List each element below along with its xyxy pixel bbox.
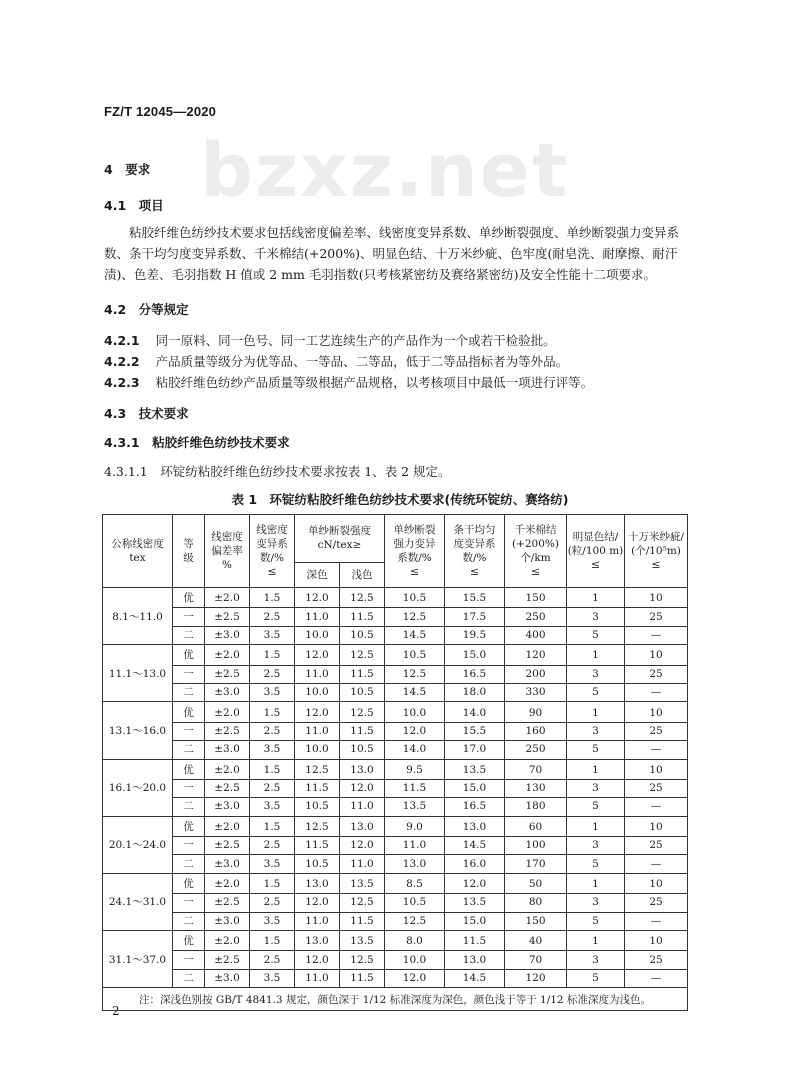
cell-density-deviation: ±3.0 [205,855,250,873]
cell-density-cv: 1.5 [250,588,295,608]
cell-neps: 200 [505,665,567,683]
cell-neps: 150 [505,912,567,930]
cell-color-neps: 3 [567,837,625,855]
cell-evenness-cv: 11.5 [445,931,505,951]
cell-neps: 40 [505,931,567,951]
cell-density-deviation: ±2.0 [205,702,250,722]
cell-color-neps: 3 [567,894,625,912]
cell-color-neps: 1 [567,816,625,836]
cell-yarn-faults: 25 [625,894,688,912]
cell-evenness-cv: 14.0 [445,702,505,722]
cell-density-deviation: ±3.0 [205,683,250,701]
clause-4-3-1-1: 4.3.1.1 环锭纺粘胶纤维色纺纱技术要求按表 1、表 2 规定。 [104,464,451,479]
cell-tenacity-light: 12.5 [340,588,385,608]
cell-color-neps: 3 [567,722,625,740]
cell-density-cv: 3.5 [250,626,295,644]
header-yarn-faults: 十万米纱疵/ (个/10⁵m) ≤ [625,515,688,588]
header-density-cv: 线密度 变异系 数/% ≤ [250,515,295,588]
section-heading-4: 4 要求 [104,162,151,177]
table-row [103,837,688,855]
cell-tenacity-dark: 11.5 [295,779,340,797]
cell-evenness-cv: 17.0 [445,741,505,759]
cell-evenness-cv: 13.5 [445,894,505,912]
clause-number: 4.2.2 [104,354,140,369]
cell-tenacity-dark: 13.0 [295,873,340,893]
table-row [103,759,688,779]
cell-grade: 一 [173,779,205,797]
cell-yarn-faults: 25 [625,608,688,626]
cell-nominal-density: 24.1～31.0 [103,873,173,930]
cell-evenness-cv: 16.5 [445,665,505,683]
cell-yarn-faults: 10 [625,873,688,893]
cell-strength-cv: 14.5 [385,626,445,644]
cell-strength-cv: 14.0 [385,741,445,759]
cell-density-cv: 3.5 [250,969,295,987]
cell-yarn-faults: — [625,855,688,873]
page-number: 2 [112,1004,120,1018]
cell-neps: 100 [505,837,567,855]
cell-neps: 60 [505,816,567,836]
cell-strength-cv: 9.5 [385,759,445,779]
cell-tenacity-light: 11.5 [340,722,385,740]
cell-grade: 二 [173,741,205,759]
table-caption: 表 1 环锭纺粘胶纤维色纺纱技术要求(传统环锭纺、赛络纺) [231,492,569,507]
header-strength-cv: 单纱断裂 强力变异 系数/% ≤ [385,515,445,588]
cell-density-deviation: ±3.0 [205,741,250,759]
cell-tenacity-dark: 11.0 [295,912,340,930]
section-4-1-paragraph: 粘胶纤维色纺纱技术要求包括线密度偏差率、线密度变异系数、单纱断裂强度、单纱断裂强力变异系数、条干均匀度变异系数、千米棉结(+200%)、明显色结、十万米纱疵、色牢度(耐皂洗、耐摩擦、耐汗渍)、色差、毛羽指数 H 值或 2 mm 毛羽指数(只考核紧密纺及赛络紧密纺)及安全性能十二项要求。 [104,225,680,282]
cell-tenacity-dark: 10.0 [295,626,340,644]
cell-color-neps: 3 [567,608,625,626]
cell-density-deviation: ±2.5 [205,951,250,969]
cell-yarn-faults: 25 [625,665,688,683]
cell-grade: 二 [173,626,205,644]
header-grade: 等 级 [173,515,205,588]
cell-nominal-density: 16.1～20.0 [103,759,173,816]
cell-grade: 二 [173,683,205,701]
cell-evenness-cv: 17.5 [445,608,505,626]
cell-density-cv: 1.5 [250,931,295,951]
table-row [103,665,688,683]
table-row [103,779,688,797]
cell-density-deviation: ±2.0 [205,931,250,951]
cell-nominal-density: 13.1～16.0 [103,702,173,759]
cell-grade: 优 [173,645,205,665]
section-heading-4-1: 4.1 项目 [104,198,164,213]
cell-density-deviation: ±2.0 [205,759,250,779]
cell-density-deviation: ±2.5 [205,837,250,855]
clause-4-2-3 [104,373,593,391]
cell-tenacity-dark: 10.5 [295,855,340,873]
clause-number: 4.2.1 [104,333,140,348]
table-row [103,798,688,816]
cell-grade: 一 [173,665,205,683]
cell-yarn-faults: — [625,912,688,930]
cell-neps: 250 [505,608,567,626]
cell-nominal-density: 8.1～11.0 [103,588,173,645]
cell-strength-cv: 10.0 [385,702,445,722]
table-row [103,588,688,608]
cell-tenacity-light: 13.0 [340,759,385,779]
cell-color-neps: 3 [567,951,625,969]
cell-density-deviation: ±2.5 [205,665,250,683]
cell-neps: 50 [505,873,567,893]
header-evenness-cv: 条干均匀 度变异系 数/% ≤ [445,515,505,588]
header-light-color: 浅色 [340,562,385,587]
cell-tenacity-dark: 11.0 [295,608,340,626]
cell-strength-cv: 10.5 [385,645,445,665]
cell-tenacity-dark: 11.0 [295,969,340,987]
table-row [103,969,688,987]
cell-density-deviation: ±2.5 [205,722,250,740]
cell-strength-cv: 12.5 [385,912,445,930]
cell-density-cv: 1.5 [250,759,295,779]
cell-strength-cv: 12.0 [385,722,445,740]
cell-density-cv: 2.5 [250,608,295,626]
cell-tenacity-light: 11.5 [340,969,385,987]
cell-density-cv: 1.5 [250,702,295,722]
cell-tenacity-dark: 10.0 [295,741,340,759]
cell-strength-cv: 10.0 [385,951,445,969]
cell-tenacity-light: 12.5 [340,645,385,665]
cell-evenness-cv: 12.0 [445,873,505,893]
cell-yarn-faults: 25 [625,837,688,855]
cell-tenacity-dark: 11.0 [295,722,340,740]
cell-tenacity-dark: 12.0 [295,588,340,608]
cell-tenacity-dark: 11.5 [295,837,340,855]
cell-strength-cv: 10.5 [385,894,445,912]
cell-yarn-faults: 25 [625,951,688,969]
cell-yarn-faults: — [625,683,688,701]
table-row [103,608,688,626]
cell-density-cv: 3.5 [250,912,295,930]
table-row [103,722,688,740]
cell-density-deviation: ±3.0 [205,798,250,816]
cell-density-deviation: ±2.0 [205,816,250,836]
cell-density-cv: 2.5 [250,722,295,740]
cell-strength-cv: 8.0 [385,931,445,951]
table-row [103,912,688,930]
clause-number: 4.2.3 [104,375,140,390]
cell-evenness-cv: 14.5 [445,837,505,855]
cell-density-deviation: ±2.0 [205,873,250,893]
cell-tenacity-light: 12.5 [340,702,385,722]
cell-density-cv: 2.5 [250,779,295,797]
cell-grade: 优 [173,816,205,836]
cell-yarn-faults: 10 [625,931,688,951]
cell-color-neps: 5 [567,912,625,930]
cell-tenacity-light: 12.5 [340,894,385,912]
cell-color-neps: 5 [567,741,625,759]
cell-neps: 120 [505,969,567,987]
cell-density-cv: 1.5 [250,873,295,893]
clause-4-2-2 [104,352,568,370]
cell-tenacity-dark: 10.5 [295,798,340,816]
cell-color-neps: 1 [567,759,625,779]
standard-code: FZ/T 12045—2020 [104,104,217,119]
cell-color-neps: 3 [567,779,625,797]
header-density-deviation: 线密度 偏差率 % [205,515,250,588]
cell-tenacity-light: 11.5 [340,608,385,626]
cell-density-deviation: ±2.0 [205,645,250,665]
cell-evenness-cv: 16.5 [445,798,505,816]
cell-evenness-cv: 15.0 [445,779,505,797]
cell-evenness-cv: 13.5 [445,759,505,779]
cell-tenacity-light: 13.0 [340,816,385,836]
cell-evenness-cv: 15.0 [445,912,505,930]
cell-neps: 150 [505,588,567,608]
table-row [103,951,688,969]
cell-strength-cv: 9.0 [385,816,445,836]
cell-tenacity-dark: 13.0 [295,931,340,951]
cell-evenness-cv: 13.0 [445,951,505,969]
header-color-neps: 明显色结/ (粒/100 m) ≤ [567,515,625,588]
cell-neps: 400 [505,626,567,644]
cell-color-neps: 5 [567,969,625,987]
cell-evenness-cv: 18.0 [445,683,505,701]
cell-density-cv: 3.5 [250,855,295,873]
cell-color-neps: 5 [567,626,625,644]
cell-evenness-cv: 16.0 [445,855,505,873]
cell-yarn-faults: — [625,741,688,759]
cell-color-neps: 5 [567,798,625,816]
cell-yarn-faults: 25 [625,779,688,797]
cell-tenacity-dark: 12.0 [295,951,340,969]
cell-strength-cv: 8.5 [385,873,445,893]
cell-evenness-cv: 19.5 [445,626,505,644]
cell-tenacity-light: 11.0 [340,855,385,873]
cell-grade: 一 [173,837,205,855]
cell-grade: 优 [173,873,205,893]
cell-yarn-faults: 25 [625,722,688,740]
section-heading-4-3: 4.3 技术要求 [104,406,189,421]
header-breaking-tenacity: 单纱断裂强度 cN/tex≥ [295,515,385,563]
cell-grade: 二 [173,798,205,816]
header-dark-color: 深色 [295,562,340,587]
cell-evenness-cv: 15.5 [445,588,505,608]
cell-grade: 二 [173,855,205,873]
cell-color-neps: 1 [567,931,625,951]
header-neps: 千米棉结 (+200%) 个/km ≤ [505,515,567,588]
cell-strength-cv: 14.5 [385,683,445,701]
table-row [103,741,688,759]
cell-grade: 一 [173,608,205,626]
table-row [103,931,688,951]
cell-neps: 180 [505,798,567,816]
cell-neps: 170 [505,855,567,873]
cell-tenacity-dark: 12.5 [295,816,340,836]
cell-strength-cv: 12.5 [385,665,445,683]
cell-grade: 优 [173,588,205,608]
cell-strength-cv: 13.5 [385,798,445,816]
section-heading-4-2: 4.2 分等规定 [104,302,189,317]
cell-density-cv: 1.5 [250,645,295,665]
cell-density-cv: 3.5 [250,683,295,701]
cell-grade: 一 [173,894,205,912]
section-heading-4-3-1: 4.3.1 粘胶纤维色纺纱技术要求 [104,435,290,450]
cell-density-cv: 1.5 [250,816,295,836]
cell-tenacity-light: 13.5 [340,873,385,893]
cell-nominal-density: 11.1～13.0 [103,645,173,702]
cell-density-deviation: ±3.0 [205,626,250,644]
table-row [103,855,688,873]
cell-neps: 250 [505,741,567,759]
cell-color-neps: 1 [567,645,625,665]
cell-grade: 优 [173,702,205,722]
cell-color-neps: 1 [567,588,625,608]
cell-evenness-cv: 13.0 [445,816,505,836]
cell-neps: 80 [505,894,567,912]
cell-strength-cv: 11.5 [385,779,445,797]
cell-nominal-density: 20.1～24.0 [103,816,173,873]
cell-tenacity-dark: 10.0 [295,683,340,701]
cell-neps: 160 [505,722,567,740]
header-nominal-density: 公称线密度 tex [103,515,173,588]
cell-tenacity-dark: 12.0 [295,894,340,912]
cell-tenacity-dark: 12.0 [295,645,340,665]
cell-strength-cv: 10.5 [385,588,445,608]
cell-density-deviation: ±3.0 [205,912,250,930]
cell-density-cv: 3.5 [250,798,295,816]
clause-text: 同一原料、同一色号、同一工艺连续生产的产品作为一个或若干检验批。 [155,333,556,348]
cell-density-cv: 3.5 [250,741,295,759]
cell-color-neps: 1 [567,873,625,893]
cell-density-deviation: ±2.5 [205,779,250,797]
cell-tenacity-light: 10.5 [340,683,385,701]
table-row [103,816,688,836]
cell-grade: 二 [173,969,205,987]
cell-density-cv: 2.5 [250,837,295,855]
cell-density-deviation: ±2.5 [205,894,250,912]
table-row [103,873,688,893]
cell-yarn-faults: 10 [625,759,688,779]
cell-neps: 70 [505,951,567,969]
cell-tenacity-light: 11.0 [340,798,385,816]
cell-color-neps: 5 [567,683,625,701]
table-body [103,588,688,988]
cell-strength-cv: 12.0 [385,969,445,987]
cell-yarn-faults: 10 [625,816,688,836]
cell-yarn-faults: 10 [625,588,688,608]
cell-neps: 330 [505,683,567,701]
watermark: bzxz.net [200,128,570,214]
table-note: 注：深浅色别按 GB/T 4841.3 规定，颜色深于 1/12 标准深度为深色，颜色浅于等于 1/12 标准深度为浅色。 [103,988,688,1011]
cell-density-cv: 2.5 [250,894,295,912]
cell-strength-cv: 13.0 [385,855,445,873]
cell-density-cv: 2.5 [250,951,295,969]
cell-evenness-cv: 15.5 [445,722,505,740]
cell-yarn-faults: 10 [625,702,688,722]
cell-color-neps: 3 [567,665,625,683]
cell-yarn-faults: — [625,626,688,644]
table-row [103,683,688,701]
cell-color-neps: 1 [567,702,625,722]
cell-tenacity-light: 11.5 [340,912,385,930]
cell-grade: 二 [173,912,205,930]
cell-grade: 一 [173,722,205,740]
cell-density-deviation: ±3.0 [205,969,250,987]
cell-tenacity-dark: 12.5 [295,759,340,779]
cell-tenacity-light: 13.5 [340,931,385,951]
cell-strength-cv: 11.0 [385,837,445,855]
cell-tenacity-light: 12.0 [340,837,385,855]
clause-text: 产品质量等级分为优等品、一等品、二等品，低于二等品指标者为等外品。 [155,354,569,369]
cell-evenness-cv: 15.0 [445,645,505,665]
clause-text: 粘胶纤维色纺纱产品质量等级根据产品规格，以考核项目中最低一项进行评等。 [155,375,594,390]
table-row [103,645,688,665]
cell-tenacity-light: 10.5 [340,626,385,644]
cell-color-neps: 5 [567,855,625,873]
table-row [103,626,688,644]
cell-grade: 优 [173,759,205,779]
cell-tenacity-light: 12.5 [340,951,385,969]
cell-neps: 90 [505,702,567,722]
cell-tenacity-light: 12.0 [340,779,385,797]
cell-tenacity-dark: 11.0 [295,665,340,683]
cell-nominal-density: 31.1～37.0 [103,931,173,988]
cell-density-deviation: ±2.0 [205,588,250,608]
cell-neps: 70 [505,759,567,779]
cell-yarn-faults: — [625,969,688,987]
cell-tenacity-light: 10.5 [340,741,385,759]
cell-yarn-faults: 10 [625,645,688,665]
cell-neps: 130 [505,779,567,797]
cell-tenacity-dark: 12.0 [295,702,340,722]
cell-tenacity-light: 11.5 [340,665,385,683]
cell-yarn-faults: — [625,798,688,816]
cell-density-deviation: ±2.5 [205,608,250,626]
cell-grade: 一 [173,951,205,969]
table-row [103,894,688,912]
cell-density-cv: 2.5 [250,665,295,683]
table-row [103,702,688,722]
spec-table [102,514,688,1011]
clause-4-2-1 [104,331,556,349]
cell-grade: 优 [173,931,205,951]
cell-strength-cv: 12.5 [385,608,445,626]
cell-neps: 120 [505,645,567,665]
cell-evenness-cv: 14.5 [445,969,505,987]
